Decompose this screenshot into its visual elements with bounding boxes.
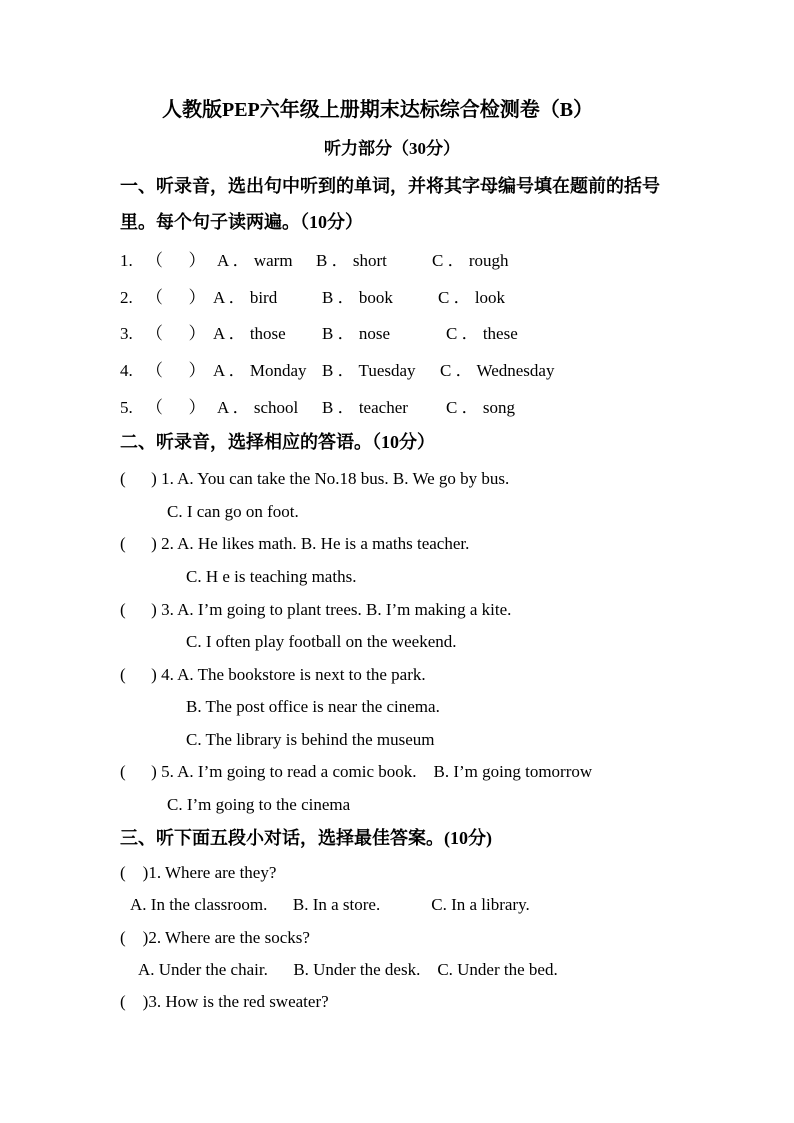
item-number: 2. (120, 288, 133, 307)
option-b: B ． teacher (322, 398, 408, 417)
item-number: 4. (120, 361, 133, 380)
option-a: A ． warm (217, 251, 293, 270)
option-c: C ． look (438, 288, 506, 307)
section3-q2: ( )2. Where are the socks? (120, 928, 310, 947)
section3-q1-options: A. In the classroom. B. In a store. C. In a library. (130, 895, 530, 914)
section2-q2: ( ) 2. A. He likes math. B. He is a maths teacher. (120, 534, 470, 553)
item-number: 1. (120, 251, 133, 270)
section2-q5-option-c: C. I’m going to the cinema (167, 795, 351, 814)
answer-paren: （ ） (146, 288, 206, 307)
option-b: B ． book (322, 288, 393, 307)
section3-q1: ( )1. Where are they? (120, 863, 277, 882)
section1-heading-line2: 里。每个句子读两遍。（10分） (120, 212, 363, 232)
section2-q1-option-c: C. I can go on foot. (167, 502, 299, 521)
exam-title: 人教版PEP六年级上册期末达标综合检测卷（B） (162, 99, 594, 121)
section2-heading: 二、听录音，选择相应的答语。（10分） (120, 432, 435, 452)
option-c: C ． rough (432, 251, 509, 270)
answer-paren: （ ） (146, 398, 206, 417)
section2-q1: ( ) 1. A. You can take the No.18 bus. B. We go by bus. (120, 469, 510, 488)
item-number: 5. (120, 398, 133, 417)
section3-q2-options: A. Under the chair. B. Under the desk. C. Under the bed. (138, 960, 558, 979)
option-b: B ． Tuesday (322, 361, 416, 380)
section3-heading: 三、听下面五段小对话，选择最佳答案。(10分) (120, 828, 492, 848)
item-number: 3. (120, 324, 133, 343)
answer-paren: （ ） (146, 324, 206, 343)
option-b: B ． nose (322, 324, 390, 343)
section2-q3: ( ) 3. A. I’m going to plant trees. B. I’m making a kite. (120, 600, 512, 619)
option-a: A ． Monday (213, 361, 307, 380)
section2-q4-option-c: C. The library is behind the museum (186, 730, 435, 749)
section2-q4-option-b: B. The post office is near the cinema. (186, 697, 440, 716)
section2-q4: ( ) 4. A. The bookstore is next to the park. (120, 665, 426, 684)
option-c: C ． Wednesday (440, 361, 555, 380)
section2-q3-option-c: C. I often play football on the weekend. (186, 632, 457, 651)
answer-paren: （ ） (146, 361, 206, 380)
option-a: A ． school (217, 398, 299, 417)
option-b: B ． short (316, 251, 387, 270)
option-a: A ． those (213, 324, 286, 343)
section2-q2-option-c: C. H e is teaching maths. (186, 567, 357, 586)
option-c: C ． these (446, 324, 518, 343)
option-a: A ． bird (213, 288, 278, 307)
section2-q5: ( ) 5. A. I’m going to read a comic book. B. I’m going tomorrow (120, 762, 593, 781)
option-c: C ． song (446, 398, 515, 417)
answer-paren: （ ） (146, 251, 206, 270)
listening-part-subtitle: 听力部分（30分） (324, 139, 460, 158)
section3-q3: ( )3. How is the red sweater? (120, 992, 329, 1011)
section1-heading-line1: 一、听录音，选出句中听到的单词，并将其字母编号填在题前的括号 (120, 176, 660, 196)
